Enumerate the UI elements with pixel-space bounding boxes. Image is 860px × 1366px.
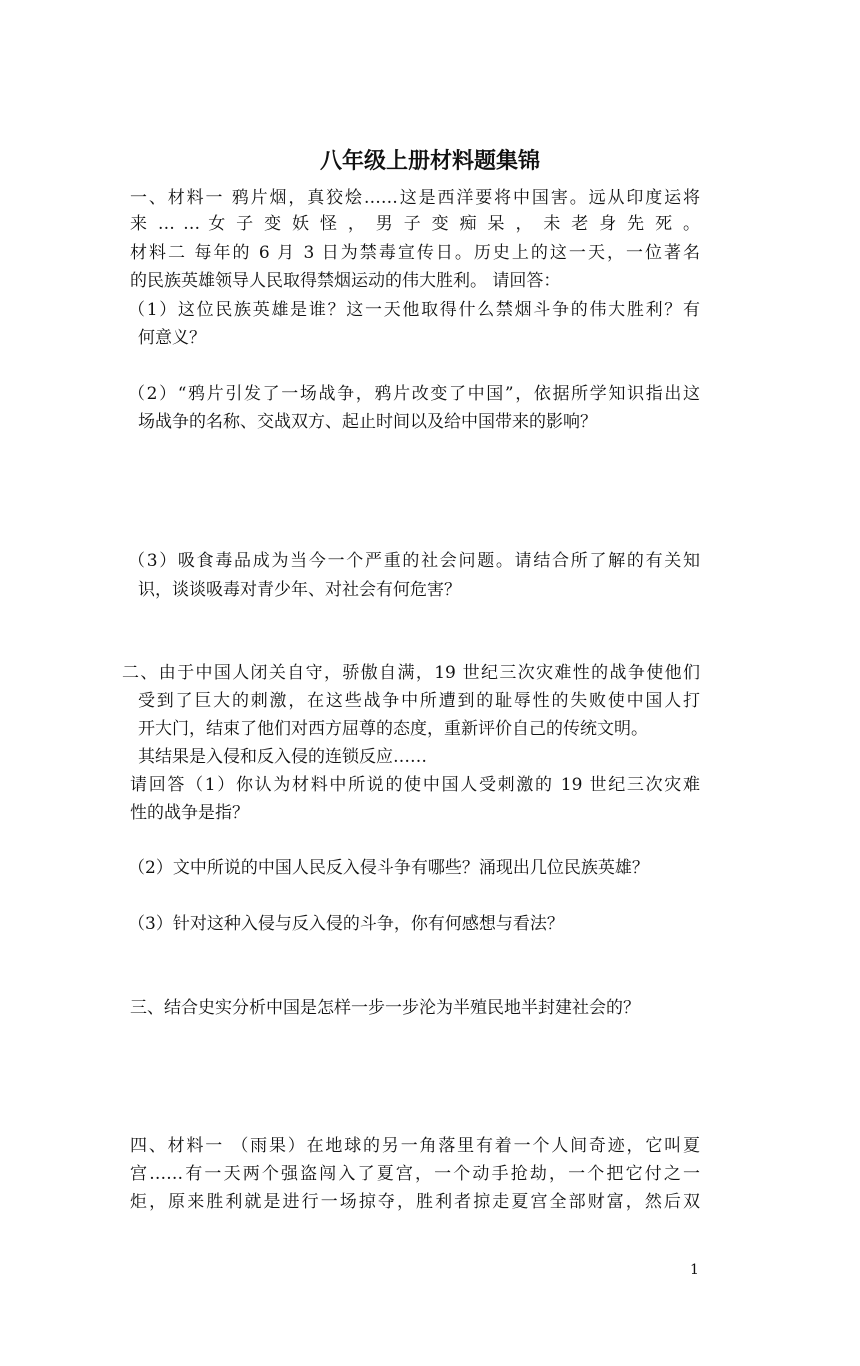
q2-sub1-line-2: 性的战争是指？ [130, 803, 249, 823]
q2-material-line-2: 受到了巨大的刺激，在这些战争中所遭到的耻辱性的失败使中国人打 [138, 691, 700, 711]
document-title: 八年级上册材料题集锦 [319, 149, 540, 174]
q2-material-line-1: 二、由于中国人闭关自守，骄傲自满，19 世纪三次灾难性的战争使他们 [122, 663, 700, 683]
q4-material-line-2: 宫……有一天两个强盗闯入了夏宫，一个动手抢劫，一个把它付之一 [130, 1164, 700, 1184]
q1-sub1-line-1: （1）这位民族英雄是谁？这一天他取得什么禁烟斗争的伟大胜利？有 [128, 300, 700, 320]
q1-sub1-line-2: 何意义？ [138, 328, 206, 348]
q3-question: 三、结合史实分析中国是怎样一步一步沦为半殖民地半封建社会的？ [130, 998, 640, 1018]
q1-material-line-3: 材料二 每年的 6 月 3 日为禁毒宣传日。历史上的这一天，一位著名 [130, 243, 700, 263]
q1-material-line-2: 来 … … 女 子 变 妖 怪 ， 男 子 变 痴 呆 ， 未 老 身 先 死 。 [130, 214, 700, 234]
q1-material-line-1: 一、材料一 鸦片烟，真狡烩……这是西洋要将中国害。远从印度运将 [130, 188, 700, 208]
q4-material-line-3: 炬，原来胜利就是进行一场掠夺，胜利者掠走夏宫全部财富，然后双 [130, 1192, 700, 1212]
page-number: 1 [690, 1262, 699, 1278]
q2-material-line-3: 开大门，结束了他们对西方屈尊的态度，重新评价自己的传统文明。 [138, 719, 648, 739]
q4-material-line-1: 四、材料一 （雨果）在地球的另一角落里有着一个人间奇迹，它叫夏 [130, 1136, 700, 1156]
q2-sub2: （2）文中所说的中国人民反入侵斗争有哪些？涌现出几位民族英雄？ [128, 858, 649, 878]
q2-material-line-4: 其结果是入侵和反入侵的连锁反应…… [138, 747, 427, 767]
q1-sub3-line-2: 识，谈谈吸毒对青少年、对社会有何危害？ [138, 580, 461, 600]
q1-sub2-line-1: （2）“鸦片引发了一场战争，鸦片改变了中国”，依据所学知识指出这 [128, 384, 700, 404]
q1-sub3-line-1: （3）吸食毒品成为当今一个严重的社会问题。请结合所了解的有关知 [128, 551, 700, 571]
q1-material-line-4: 的民族英雄领导人民取得禁烟运动的伟大胜利。 请回答： [130, 271, 561, 291]
q2-sub1-line-1: 请回答（1）你认为材料中所说的使中国人受刺激的 19 世纪三次灾难 [130, 775, 700, 795]
q2-sub3: （3）针对这种入侵与反入侵的斗争，你有何感想与看法？ [128, 914, 564, 934]
q1-sub2-line-2: 场战争的名称、交战双方、起止时间以及给中国带来的影响？ [138, 412, 597, 432]
